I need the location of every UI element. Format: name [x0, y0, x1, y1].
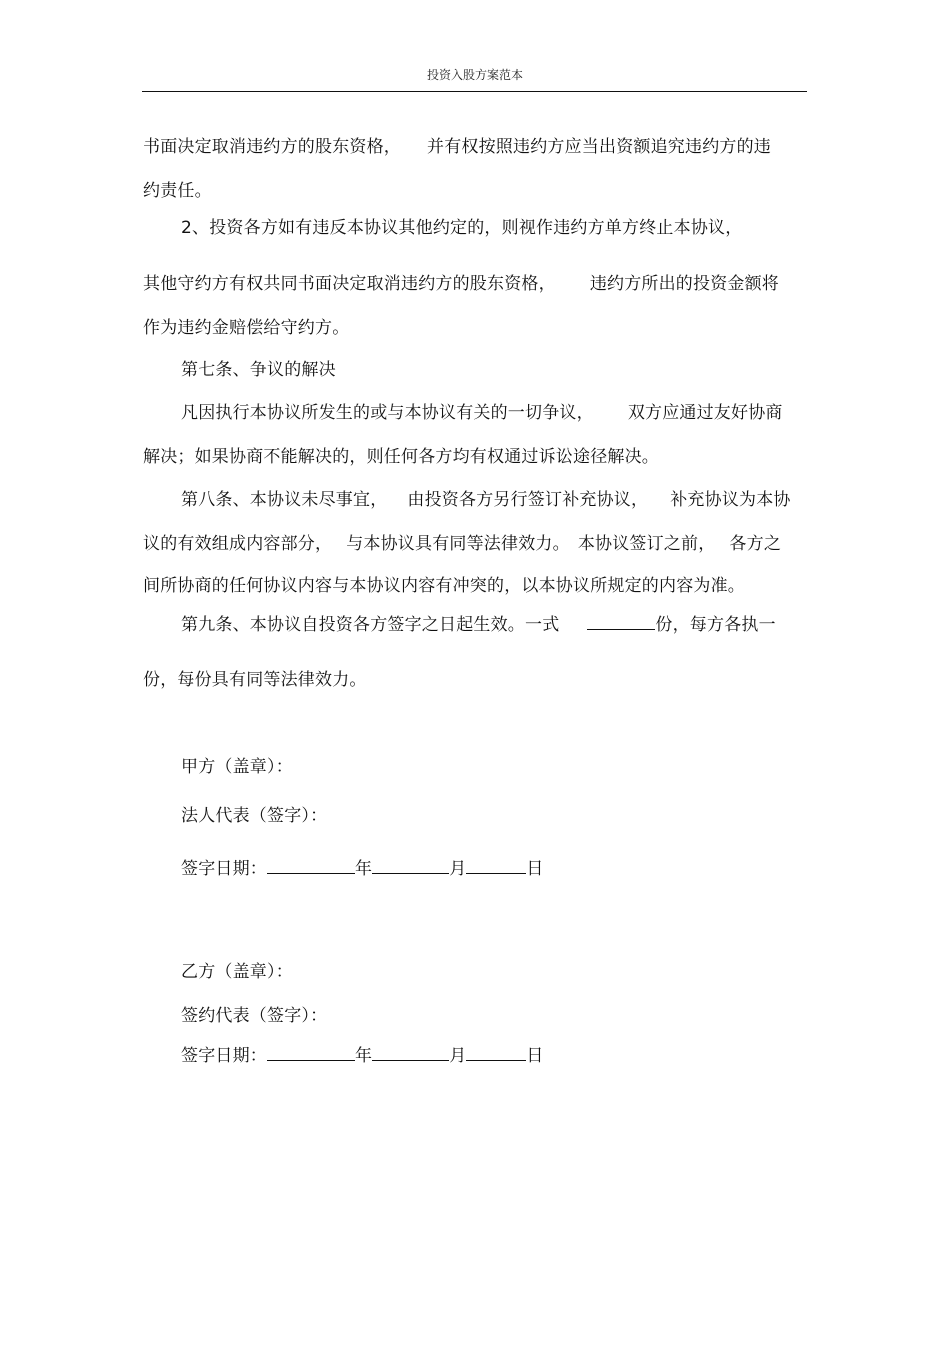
- text-span: 其他守约方有权共同书面决定取消违约方的股东资格，: [143, 274, 556, 294]
- year-blank[interactable]: [267, 857, 355, 874]
- text-span: 第九条、本协议自投资各方签字之日起生效。一式: [181, 615, 560, 635]
- day-label: 日: [526, 1046, 544, 1066]
- copies-blank[interactable]: [587, 613, 655, 630]
- body-line: [143, 137, 771, 157]
- body-line: 份，每份具有同等法律效力。: [143, 670, 367, 690]
- text-span: 双方应通过友好协商: [627, 403, 783, 423]
- year-label: 年: [355, 1046, 373, 1066]
- text-span: 各方之: [729, 534, 782, 554]
- article-heading: 第七条、争议的解决: [181, 360, 336, 380]
- text-span: 违约方所出的投资金额将: [589, 274, 780, 294]
- text-span: 份，每方各执一: [655, 615, 776, 635]
- body-line: [181, 403, 783, 423]
- body-line: 间所协商的任何协议内容与本协议内容有冲突的，以本协议所规定的内容为准。: [143, 576, 745, 596]
- text-span: 书面决定取消违约方的股东资格，: [143, 137, 401, 157]
- month-label: 月: [449, 859, 467, 879]
- text-span: 议的有效组成内容部分，: [143, 534, 333, 554]
- year-label: 年: [355, 859, 373, 879]
- body-line: 作为违约金赔偿给守约方。: [143, 318, 350, 338]
- body-line: [143, 274, 779, 294]
- year-blank[interactable]: [267, 1044, 355, 1061]
- sign-date-line-a: [181, 857, 544, 879]
- text-span: 第八条、本协议未尽事宜，: [181, 490, 388, 510]
- month-blank[interactable]: [372, 857, 449, 874]
- body-line: [143, 534, 781, 554]
- text-span: 由投资各方另行签订补充协议，: [407, 490, 649, 510]
- day-label: 日: [526, 859, 544, 879]
- signing-rep-signature-label: 签约代表（签字）：: [181, 1006, 328, 1026]
- party-b-seal-label: 乙方（盖章）：: [181, 962, 293, 982]
- text-span: 并有权按照违约方应当出资额追究违约方的违: [427, 137, 771, 157]
- header-rule: [142, 91, 807, 92]
- body-line: 解决；如果协商不能解决的，则任何各方均有权通过诉讼途径解决。: [143, 447, 659, 467]
- day-blank[interactable]: [466, 1044, 526, 1061]
- party-a-seal-label: 甲方（盖章）：: [181, 757, 293, 777]
- sign-date-line-b: [181, 1044, 544, 1066]
- body-line: [181, 490, 791, 510]
- text-span: 本协议签订之前，: [577, 534, 716, 554]
- text-span: 凡因执行本协议所发生的或与本协议有关的一切争议，: [181, 403, 594, 423]
- day-blank[interactable]: [466, 857, 526, 874]
- date-label: 签字日期：: [181, 1046, 267, 1066]
- running-header: 投资入股方案范本: [426, 68, 523, 82]
- body-line: [181, 613, 776, 635]
- legal-rep-signature-label: 法人代表（签字）：: [181, 806, 328, 826]
- body-line: 2、投资各方如有违反本协议其他约定的，则视作违约方单方终止本协议，: [181, 218, 743, 238]
- month-blank[interactable]: [372, 1044, 449, 1061]
- text-span: 与本协议具有同等法律效力。: [346, 534, 570, 554]
- text-span: 补充协议为本协: [670, 490, 791, 510]
- month-label: 月: [449, 1046, 467, 1066]
- body-line: 约责任。: [143, 181, 212, 201]
- date-label: 签字日期：: [181, 859, 267, 879]
